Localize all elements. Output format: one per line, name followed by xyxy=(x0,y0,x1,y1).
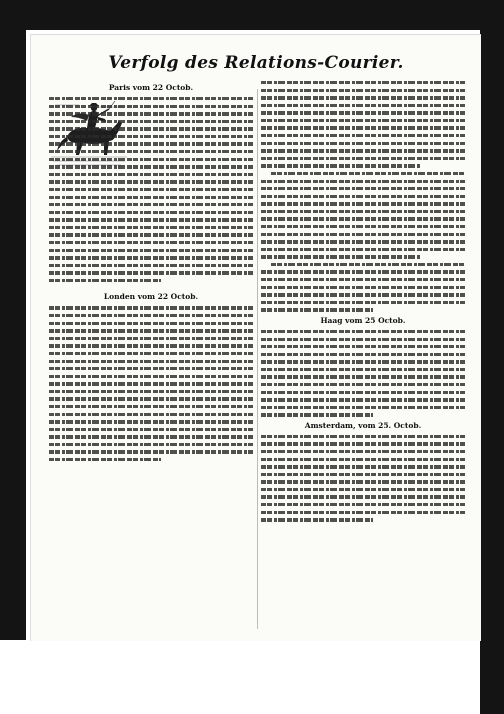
text-line xyxy=(261,465,465,468)
dateline-london: Londen vom 22 Octob. xyxy=(103,292,199,302)
dateline-haag: Haag vom 25 Octob. xyxy=(320,315,406,325)
article-continued-body xyxy=(261,81,465,312)
text-line xyxy=(49,435,253,438)
text-line xyxy=(49,306,253,309)
text-line xyxy=(261,217,465,220)
scanner-edge-bottom xyxy=(26,640,480,714)
text-line xyxy=(261,248,465,251)
text-line xyxy=(261,180,465,183)
text-line xyxy=(49,233,253,236)
text-line xyxy=(261,345,465,348)
article-london-body xyxy=(49,306,253,461)
text-line xyxy=(261,104,465,107)
article-amsterdam-body xyxy=(261,435,465,522)
text-line xyxy=(49,367,253,370)
text-line xyxy=(261,240,465,243)
text-line xyxy=(261,442,465,445)
text-line xyxy=(271,263,465,266)
text-line xyxy=(49,256,253,259)
text-line xyxy=(49,150,253,153)
text-line xyxy=(49,360,253,363)
text-line xyxy=(49,329,253,332)
text-line xyxy=(49,443,253,446)
text-line xyxy=(49,173,253,176)
text-line xyxy=(261,195,465,198)
text-line xyxy=(49,264,253,267)
text-line xyxy=(49,314,253,317)
text-line xyxy=(261,503,465,506)
text-line xyxy=(261,330,465,333)
text-line xyxy=(261,286,465,289)
text-line xyxy=(261,134,465,137)
text-line xyxy=(49,211,253,214)
text-line xyxy=(261,338,465,341)
text-line xyxy=(49,218,253,221)
text-line xyxy=(261,233,465,236)
text-line xyxy=(261,278,465,281)
text-line xyxy=(261,308,373,311)
left-column xyxy=(49,81,253,637)
text-line xyxy=(261,495,465,498)
text-line xyxy=(261,360,465,363)
text-line xyxy=(49,271,253,274)
text-line xyxy=(261,406,465,409)
text-line xyxy=(49,112,253,115)
text-line xyxy=(49,322,253,325)
text-line xyxy=(49,279,161,282)
text-line xyxy=(261,398,465,401)
text-line xyxy=(49,188,253,191)
text-line xyxy=(49,450,253,453)
text-line xyxy=(49,420,253,423)
text-line xyxy=(261,473,465,476)
text-line xyxy=(261,480,465,483)
dateline-amsterdam: Amsterdam, vom 25. Octob. xyxy=(304,420,422,430)
text-line xyxy=(261,202,465,205)
text-line xyxy=(49,397,253,400)
text-line xyxy=(261,458,465,461)
text-line xyxy=(49,180,253,183)
text-line xyxy=(49,390,253,393)
text-line xyxy=(49,458,161,461)
text-line xyxy=(261,255,420,258)
text-line xyxy=(261,142,465,145)
text-line xyxy=(271,172,465,175)
right-column xyxy=(261,81,465,637)
scanner-edge-top xyxy=(0,0,504,30)
text-line xyxy=(49,97,253,100)
newspaper-page xyxy=(30,34,481,641)
text-line xyxy=(261,353,465,356)
text-line xyxy=(261,301,465,304)
text-line xyxy=(49,142,253,145)
text-line xyxy=(261,111,465,114)
text-line xyxy=(261,164,420,167)
text-line xyxy=(261,81,465,84)
scanner-edge-left xyxy=(0,0,26,640)
text-line xyxy=(261,119,465,122)
text-line xyxy=(49,405,253,408)
text-line xyxy=(49,249,253,252)
text-line xyxy=(49,226,253,229)
text-line xyxy=(261,157,465,160)
text-line xyxy=(261,187,465,190)
text-line xyxy=(261,413,373,416)
text-line xyxy=(261,270,465,273)
text-line xyxy=(49,158,253,161)
text-line xyxy=(261,225,465,228)
text-line xyxy=(49,203,253,206)
text-line xyxy=(261,126,465,129)
text-line xyxy=(49,196,253,199)
text-line xyxy=(49,120,253,123)
text-line xyxy=(261,518,373,521)
scanner-edge-right xyxy=(480,0,504,714)
column-divider xyxy=(257,89,258,629)
text-line xyxy=(49,135,253,138)
text-line xyxy=(261,511,465,514)
text-line xyxy=(261,435,465,438)
text-line xyxy=(261,488,465,491)
text-line xyxy=(261,89,465,92)
text-line xyxy=(261,293,465,296)
text-line xyxy=(261,368,465,371)
text-line xyxy=(49,165,253,168)
text-line xyxy=(49,375,253,378)
text-line xyxy=(261,383,465,386)
article-haag-body xyxy=(261,330,465,417)
text-line xyxy=(49,352,253,355)
text-line xyxy=(261,375,465,378)
page-title: Verfolg des Relations-Courier. xyxy=(108,53,404,73)
text-line xyxy=(49,127,253,130)
text-line xyxy=(49,241,253,244)
dateline-paris: Paris vom 22 Octob. xyxy=(108,83,194,92)
text-line xyxy=(49,413,253,416)
text-line xyxy=(49,428,253,431)
text-line xyxy=(261,450,465,453)
text-line xyxy=(49,382,253,385)
text-line xyxy=(261,149,465,152)
text-line xyxy=(49,105,253,108)
text-line xyxy=(261,96,465,99)
text-line xyxy=(49,337,253,340)
text-line xyxy=(261,391,465,394)
text-line xyxy=(261,210,465,213)
text-line xyxy=(49,344,253,347)
